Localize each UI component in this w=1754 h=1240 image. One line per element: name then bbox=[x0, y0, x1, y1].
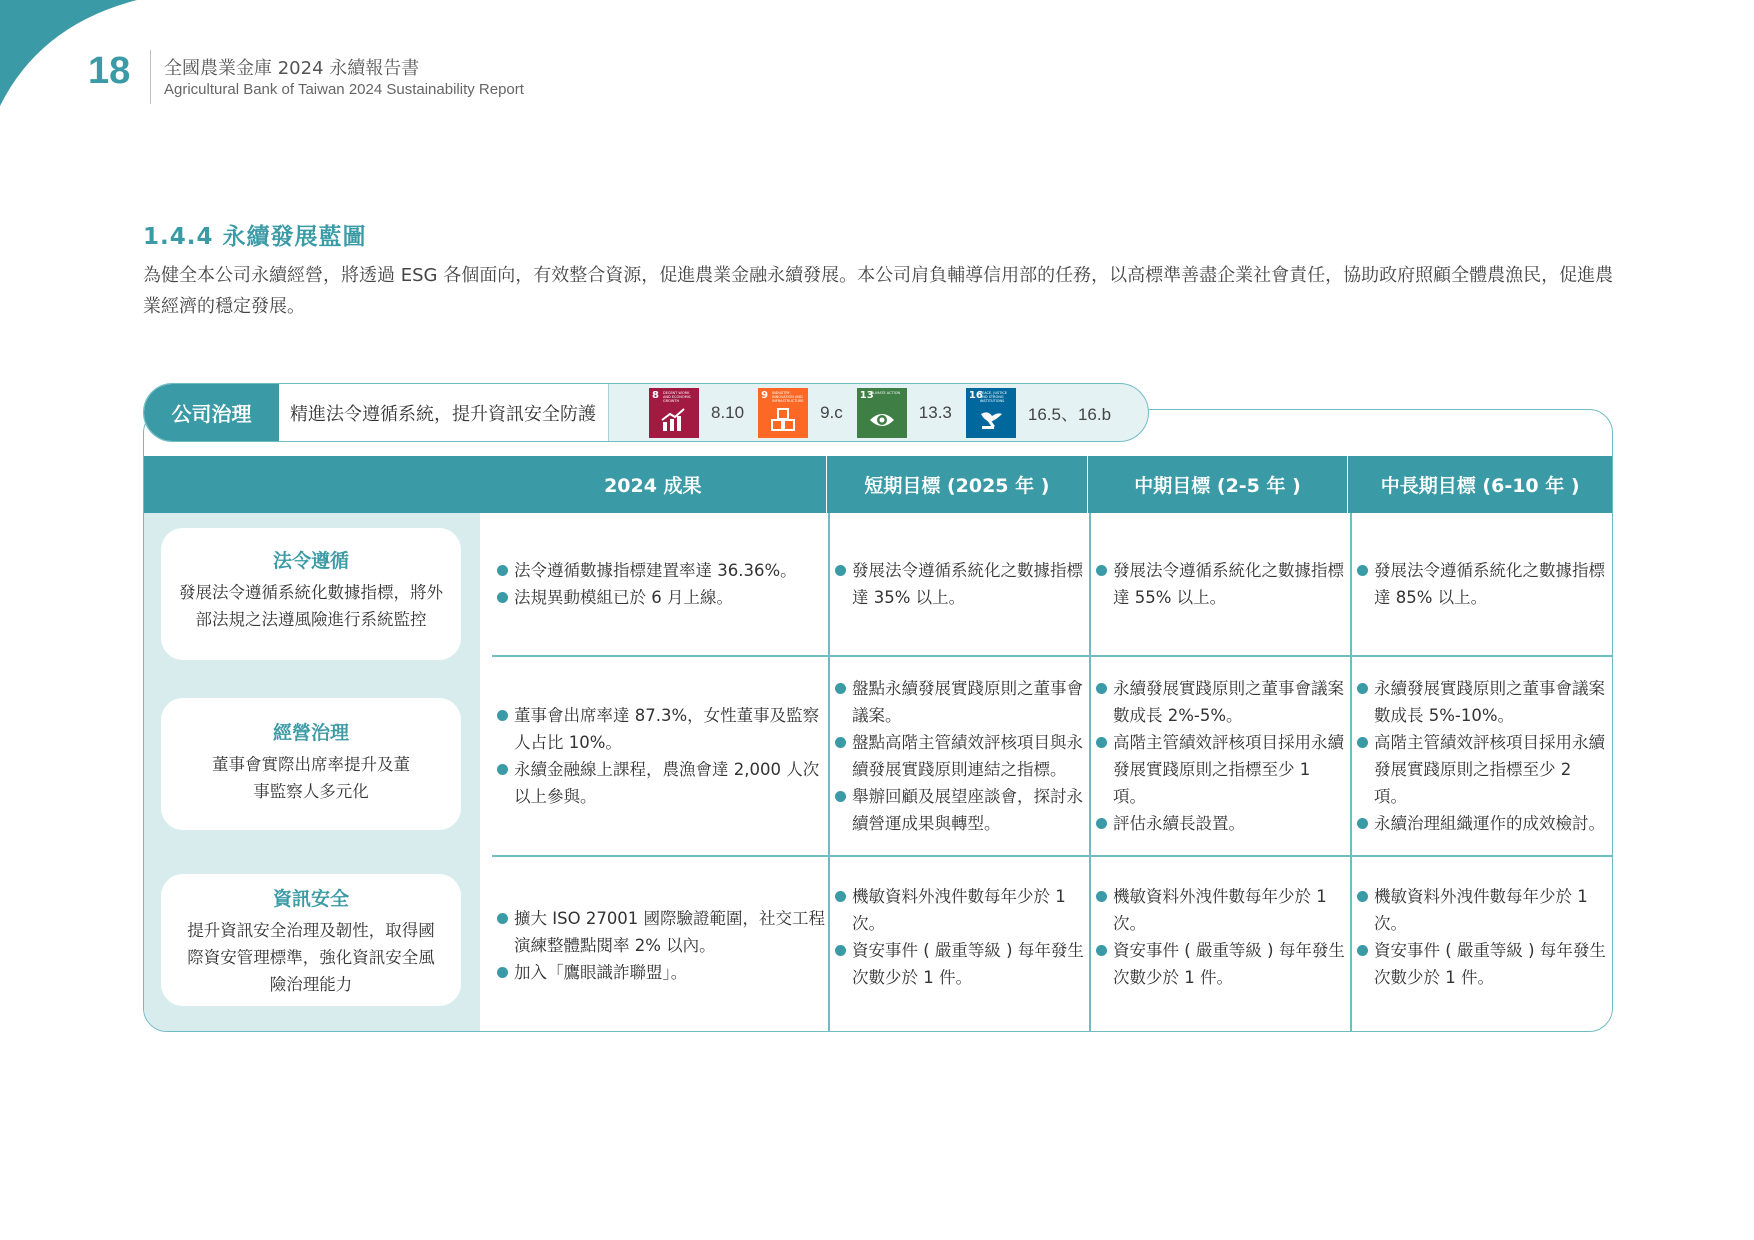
list-item: 法令遵循數據指標建置率達 36.36%。 bbox=[496, 557, 797, 584]
header-divider bbox=[150, 50, 151, 104]
column-divider bbox=[1350, 513, 1352, 1032]
list-item: 法規異動模組已於 6 月上線。 bbox=[496, 584, 797, 611]
theme-goal: 精進法令遵循系統，提升資訊安全防護 bbox=[279, 384, 609, 441]
cell-compliance-long bbox=[1356, 513, 1608, 655]
report-subtitle: Agricultural Bank of Taiwan 2024 Sustainability Report bbox=[164, 81, 524, 98]
list-item: 資安事件 ( 嚴重等級 ) 每年發生次數少於 1 件。 bbox=[1356, 937, 1608, 991]
theme-pill bbox=[143, 383, 1149, 442]
list-item: 高階主管績效評核項目採用永續發展實踐原則之指標至少 2 項。 bbox=[1356, 729, 1608, 810]
sdg-9-icon: 9 INDUSTRY, INNOVATION AND INFRASTRUCTURE bbox=[758, 388, 808, 438]
header-mid-term: 中期目標 (2-5 年 ) bbox=[1088, 456, 1349, 513]
sdg-8-code: 8.10 bbox=[711, 402, 745, 422]
list-item: 評估永續長設置。 bbox=[1095, 810, 1347, 837]
list-item: 機敏資料外洩件數每年少於 1 次。 bbox=[1356, 883, 1608, 937]
category-description: 董事會實際出席率提升及董事監察人多元化 bbox=[212, 755, 410, 801]
category-description: 提升資訊安全治理及韌性，取得國際資安管理標準，強化資訊安全風險治理能力 bbox=[187, 921, 435, 994]
cell-infosec-2024 bbox=[496, 857, 826, 1032]
list-item: 發展法令遵循系統化之數據指標達 85% 以上。 bbox=[1356, 557, 1608, 611]
list-item: 機敏資料外洩件數每年少於 1 次。 bbox=[834, 883, 1086, 937]
list-item: 永續發展實踐原則之董事會議案數成長 5%-10%。 bbox=[1356, 675, 1608, 729]
category-card-compliance bbox=[161, 528, 461, 660]
list-item: 盤點高階主管績效評核項目與永續發展實踐原則連結之指標。 bbox=[834, 729, 1086, 783]
header-2024-results: 2024 成果 bbox=[480, 456, 828, 513]
sdg-list bbox=[609, 384, 1125, 441]
cell-governance-long bbox=[1356, 657, 1608, 855]
page-number: 18 bbox=[88, 50, 131, 92]
header-long-term: 中長期目標 (6-10 年 ) bbox=[1380, 475, 1580, 497]
table-header bbox=[144, 456, 1612, 513]
sdg-13-code: 13.3 bbox=[918, 402, 952, 422]
report-title: 全國農業金庫 2024 永續報告書 bbox=[164, 58, 420, 79]
category-card-governance bbox=[161, 698, 461, 830]
category-title: 經營治理 bbox=[272, 722, 349, 744]
list-item: 機敏資料外洩件數每年少於 1 次。 bbox=[1095, 883, 1347, 937]
cell-compliance-mid bbox=[1095, 513, 1347, 655]
list-item: 董事會出席率達 87.3%，女性董事及監察人占比 10%。 bbox=[496, 702, 826, 756]
list-item: 資安事件 ( 嚴重等級 ) 每年發生次數少於 1 件。 bbox=[834, 937, 1086, 991]
section-intro: 為健全本公司永續經營，將透過 ESG 各個面向，有效整合資源，促進農業金融永續發展。本公司肩負輔導信用部的任務，以高標準善盡企業社會責任，協助政府照顧全體農漁民，促進農業經濟的穩定發展。 bbox=[143, 265, 1614, 317]
list-item: 永續金融線上課程，農漁會達 2,000 人次以上參與。 bbox=[496, 756, 826, 810]
theme-label: 公司治理 bbox=[144, 384, 279, 441]
cell-governance-2024 bbox=[496, 657, 826, 855]
column-divider bbox=[828, 513, 830, 1032]
sdg-16-icon: 16 PEACE, JUSTICE AND STRONG INSTITUTIONS bbox=[966, 388, 1016, 438]
sdg-8-icon: 8 DECENT WORK AND ECONOMIC GROWTH bbox=[649, 388, 699, 438]
cell-infosec-mid bbox=[1095, 857, 1347, 1017]
roadmap-table bbox=[143, 409, 1613, 1032]
cell-compliance-2024 bbox=[496, 513, 826, 655]
header-short-term: 短期目標 (2025 年 ) bbox=[827, 456, 1088, 513]
list-item: 永續發展實踐原則之董事會議案數成長 2%-5%。 bbox=[1095, 675, 1347, 729]
header-spacer bbox=[144, 456, 480, 513]
section-title: 1.4.4 永續發展藍圖 bbox=[143, 224, 367, 250]
category-description: 發展法令遵循系統化數據指標，將外部法規之法遵風險進行系統監控 bbox=[179, 583, 443, 629]
list-item: 高階主管績效評核項目採用永續發展實踐原則之指標至少 1 項。 bbox=[1095, 729, 1347, 810]
list-item: 加入「鷹眼識詐聯盟」。 bbox=[496, 959, 826, 986]
category-card-infosec bbox=[161, 874, 461, 1006]
list-item: 發展法令遵循系統化之數據指標達 55% 以上。 bbox=[1095, 557, 1347, 611]
column-divider bbox=[1089, 513, 1091, 1032]
list-item: 發展法令遵循系統化之數據指標達 35% 以上。 bbox=[834, 557, 1086, 611]
list-item: 盤點永續發展實踐原則之董事會議案。 bbox=[834, 675, 1086, 729]
list-item: 擴大 ISO 27001 國際驗證範圍，社交工程演練整體點閱率 2% 以內。 bbox=[496, 905, 826, 959]
sdg-16-code: 16.5、16.b bbox=[1027, 405, 1112, 424]
sdg-13-icon: 13 CLIMATE ACTION bbox=[857, 388, 907, 438]
cell-governance-short bbox=[834, 657, 1086, 855]
cell-compliance-short bbox=[834, 513, 1086, 655]
cell-infosec-short bbox=[834, 857, 1086, 1017]
category-title: 法令遵循 bbox=[272, 550, 349, 572]
list-item: 永續治理組織運作的成效檢討。 bbox=[1356, 810, 1608, 837]
cell-governance-mid bbox=[1095, 657, 1347, 855]
list-item: 舉辦回顧及展望座談會，探討永續營運成果與轉型。 bbox=[834, 783, 1086, 837]
sdg-9-code: 9.c bbox=[820, 402, 843, 422]
category-title: 資訊安全 bbox=[272, 888, 349, 910]
cell-infosec-long bbox=[1356, 857, 1608, 1017]
list-item: 資安事件 ( 嚴重等級 ) 每年發生次數少於 1 件。 bbox=[1095, 937, 1347, 991]
